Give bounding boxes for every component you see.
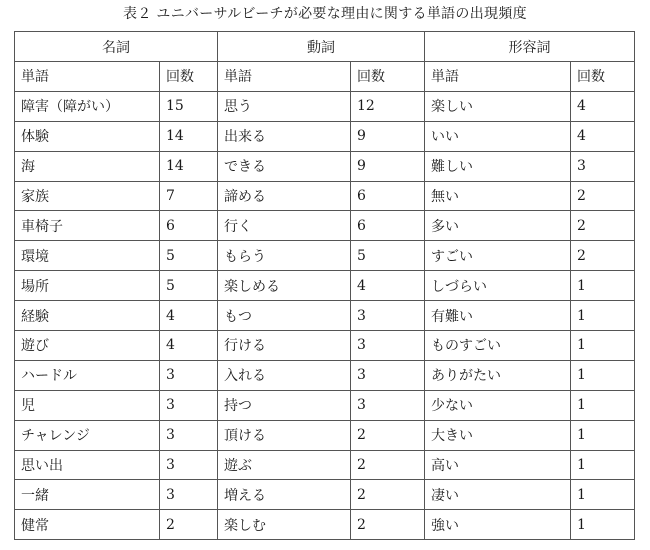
table-row xyxy=(15,420,635,450)
noun-word-cell: 遊び xyxy=(15,331,160,361)
adjective-count-cell: 1 xyxy=(571,360,635,390)
table-row xyxy=(15,181,635,211)
verb-count-cell: 3 xyxy=(351,360,425,390)
noun-word-cell: 一緒 xyxy=(15,480,160,510)
adjective-count-cell: 2 xyxy=(571,181,635,211)
noun-word-cell: 体験 xyxy=(15,121,160,151)
group-header-adjective: 形容詞 xyxy=(425,32,635,62)
noun-count-cell: 14 xyxy=(160,121,218,151)
column-header-word: 単語 xyxy=(425,62,571,92)
noun-word-cell: 健常 xyxy=(15,510,160,540)
noun-count-cell: 4 xyxy=(160,301,218,331)
table-row xyxy=(15,301,635,331)
adjective-word-cell: 大きい xyxy=(425,420,571,450)
adjective-count-cell: 1 xyxy=(571,301,635,331)
table-row xyxy=(15,121,635,151)
adjective-word-cell: 有難い xyxy=(425,301,571,331)
noun-word-cell: 場所 xyxy=(15,271,160,301)
adjective-count-cell: 2 xyxy=(571,241,635,271)
verb-count-cell: 3 xyxy=(351,390,425,420)
table-row xyxy=(15,271,635,301)
adjective-word-cell: すごい xyxy=(425,241,571,271)
verb-word-cell: 行ける xyxy=(218,331,351,361)
table-row xyxy=(15,151,635,181)
column-header-count: 回数 xyxy=(160,62,218,92)
noun-word-cell: 家族 xyxy=(15,181,160,211)
noun-count-cell: 6 xyxy=(160,211,218,241)
noun-count-cell: 7 xyxy=(160,181,218,211)
adjective-count-cell: 1 xyxy=(571,480,635,510)
adjective-word-cell: いい xyxy=(425,121,571,151)
verb-count-cell: 9 xyxy=(351,121,425,151)
noun-count-cell: 15 xyxy=(160,91,218,121)
noun-count-cell: 3 xyxy=(160,360,218,390)
table-caption: 表２ ユニバーサルビーチが必要な理由に関する単語の出現頻度 xyxy=(123,6,527,22)
verb-count-cell: 2 xyxy=(351,420,425,450)
verb-word-cell: 頂ける xyxy=(218,420,351,450)
noun-word-cell: 車椅子 xyxy=(15,211,160,241)
verb-word-cell: もつ xyxy=(218,301,351,331)
column-header-count: 回数 xyxy=(571,62,635,92)
table-row xyxy=(15,510,635,540)
noun-word-cell: 障害（障がい） xyxy=(15,91,160,121)
noun-count-cell: 5 xyxy=(160,271,218,301)
verb-count-cell: 5 xyxy=(351,241,425,271)
group-header-verb: 動詞 xyxy=(218,32,425,62)
verb-count-cell: 6 xyxy=(351,211,425,241)
adjective-count-cell: 1 xyxy=(571,450,635,480)
verb-count-cell: 9 xyxy=(351,151,425,181)
adjective-word-cell: 少ない xyxy=(425,390,571,420)
adjective-count-cell: 4 xyxy=(571,121,635,151)
verb-word-cell: 楽しむ xyxy=(218,510,351,540)
verb-word-cell: 出来る xyxy=(218,121,351,151)
table-row xyxy=(15,390,635,420)
adjective-word-cell: しづらい xyxy=(425,271,571,301)
verb-word-cell: 増える xyxy=(218,480,351,510)
noun-count-cell: 4 xyxy=(160,331,218,361)
column-header-word: 単語 xyxy=(218,62,351,92)
adjective-word-cell: 凄い xyxy=(425,480,571,510)
column-header-count: 回数 xyxy=(351,62,425,92)
verb-count-cell: 4 xyxy=(351,271,425,301)
word-frequency-table xyxy=(14,31,635,540)
adjective-word-cell: 多い xyxy=(425,211,571,241)
group-header-noun: 名詞 xyxy=(15,32,218,62)
noun-word-cell: 思い出 xyxy=(15,450,160,480)
noun-word-cell: ハードル xyxy=(15,360,160,390)
adjective-count-cell: 1 xyxy=(571,331,635,361)
adjective-count-cell: 2 xyxy=(571,211,635,241)
table-row xyxy=(15,360,635,390)
adjective-word-cell: ありがたい xyxy=(425,360,571,390)
adjective-count-cell: 1 xyxy=(571,390,635,420)
verb-word-cell: 諦める xyxy=(218,181,351,211)
table-row xyxy=(15,91,635,121)
verb-count-cell: 2 xyxy=(351,480,425,510)
noun-word-cell: 海 xyxy=(15,151,160,181)
group-header-row xyxy=(15,32,635,62)
noun-word-cell: 環境 xyxy=(15,241,160,271)
adjective-word-cell: 難しい xyxy=(425,151,571,181)
adjective-word-cell: 楽しい xyxy=(425,91,571,121)
verb-count-cell: 3 xyxy=(351,331,425,361)
verb-word-cell: 楽しめる xyxy=(218,271,351,301)
verb-word-cell: 持つ xyxy=(218,390,351,420)
table-row xyxy=(15,331,635,361)
adjective-word-cell: 無い xyxy=(425,181,571,211)
table-row xyxy=(15,241,635,271)
adjective-word-cell: ものすごい xyxy=(425,331,571,361)
noun-count-cell: 3 xyxy=(160,420,218,450)
noun-word-cell: 経験 xyxy=(15,301,160,331)
adjective-count-cell: 4 xyxy=(571,91,635,121)
verb-word-cell: 思う xyxy=(218,91,351,121)
verb-count-cell: 2 xyxy=(351,450,425,480)
noun-count-cell: 14 xyxy=(160,151,218,181)
adjective-count-cell: 1 xyxy=(571,271,635,301)
noun-word-cell: 児 xyxy=(15,390,160,420)
verb-word-cell: もらう xyxy=(218,241,351,271)
table-row xyxy=(15,480,635,510)
noun-word-cell: チャレンジ xyxy=(15,420,160,450)
adjective-word-cell: 高い xyxy=(425,450,571,480)
noun-count-cell: 3 xyxy=(160,480,218,510)
adjective-count-cell: 3 xyxy=(571,151,635,181)
verb-word-cell: できる xyxy=(218,151,351,181)
table-row xyxy=(15,450,635,480)
noun-count-cell: 3 xyxy=(160,390,218,420)
verb-count-cell: 2 xyxy=(351,510,425,540)
table-body xyxy=(15,91,635,539)
verb-word-cell: 行く xyxy=(218,211,351,241)
adjective-count-cell: 1 xyxy=(571,510,635,540)
adjective-count-cell: 1 xyxy=(571,420,635,450)
adjective-word-cell: 強い xyxy=(425,510,571,540)
noun-count-cell: 3 xyxy=(160,450,218,480)
noun-count-cell: 5 xyxy=(160,241,218,271)
column-header-word: 単語 xyxy=(15,62,160,92)
verb-word-cell: 入れる xyxy=(218,360,351,390)
verb-count-cell: 12 xyxy=(351,91,425,121)
verb-count-cell: 6 xyxy=(351,181,425,211)
table-row xyxy=(15,211,635,241)
column-header-row xyxy=(15,62,635,92)
verb-count-cell: 3 xyxy=(351,301,425,331)
verb-word-cell: 遊ぶ xyxy=(218,450,351,480)
noun-count-cell: 2 xyxy=(160,510,218,540)
